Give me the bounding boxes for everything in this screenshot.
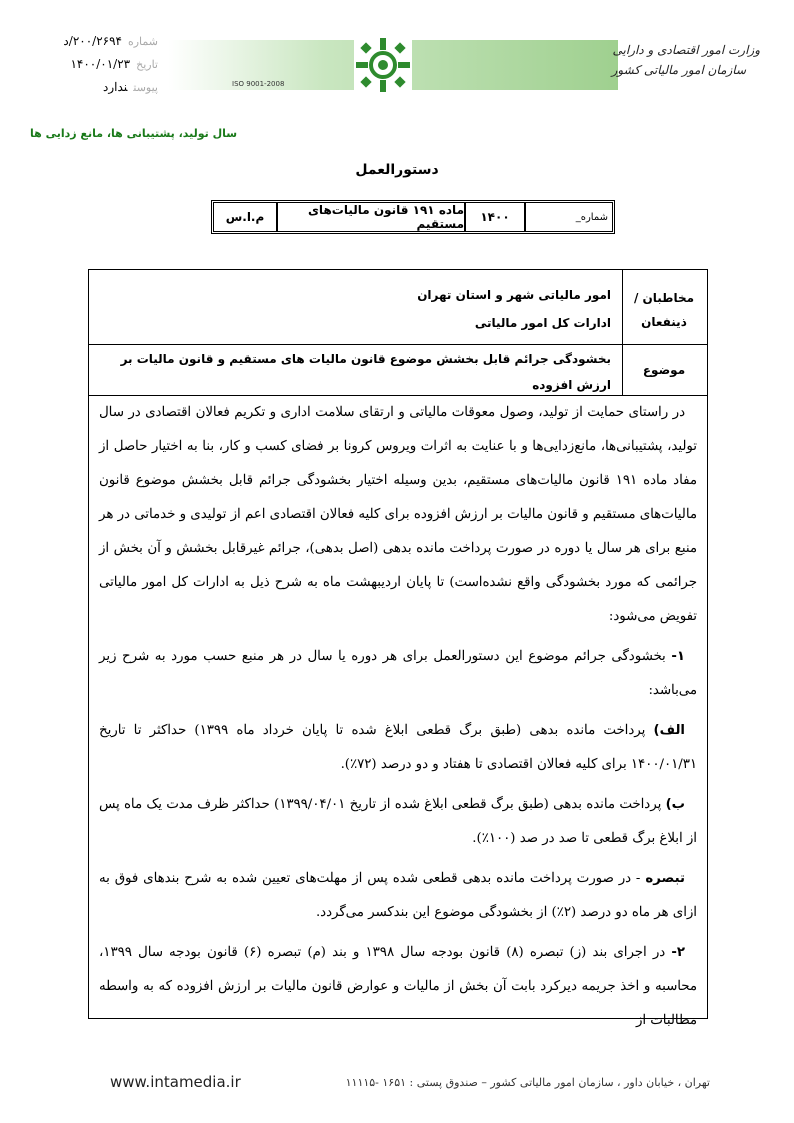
footer-website: www.intamedia.ir	[110, 1073, 241, 1091]
letter-meta	[18, 30, 158, 99]
article-cell: ماده ۱۹۱ قانون مالیات‌های مستقیم	[276, 203, 464, 231]
letter-date: ۱۴۰۰/۰۱/۲۳	[70, 57, 131, 71]
document-title: دستورالعمل	[355, 162, 439, 178]
item-a	[99, 714, 697, 782]
organization-line: سازمان امور مالیاتی کشور	[611, 63, 746, 77]
item-2	[99, 936, 697, 1038]
iso-label: ISO 9001-2008	[232, 80, 285, 88]
addressee-line-2: ادارات کل امور مالیاتی	[474, 316, 611, 330]
row-divider	[89, 344, 707, 345]
item-b-text: پرداخت مانده بدهی (طبق برگ قطعی ابلاغ شده از تاریخ ۱۳۹۹/۰۴/۰۱) حداکثر ظرف مدت یک ماه پس از ابلاغ برگ قطعی تا صد در صد (۱۰۰٪).	[99, 797, 697, 846]
letter-number: ۲۰۰/۲۶۹۴/د	[63, 34, 122, 48]
item-2-number: ۲-	[671, 945, 686, 960]
item-a-label: الف)	[653, 723, 685, 738]
item-a-text: پرداخت مانده بدهی (طبق برگ قطعی ابلاغ شده تا پایان خرداد ماه ۱۳۹۹) حداکثر تا تاریخ ۱۴۰۰/۰۱/۳۱ برای کلیه فعالان اقتصادی تا هفتاد و دو درصد (۷۲٪).	[99, 723, 697, 772]
item-b	[99, 788, 697, 856]
addressee-line-1: امور مالیاتی شهر و استان تهران	[417, 288, 611, 302]
note	[99, 862, 697, 930]
item-1	[99, 640, 697, 708]
attachment-label: پیوست	[133, 81, 158, 94]
item-2-text: در اجرای بند (ز) تبصره (۸) قانون بودجه سال ۱۳۹۸ و بند (م) تبصره (۶) قانون بودجه سال ۱۳۹۹، محاسبه و اخذ جریمه دیرکرد بابت آن بخش از مالیات و عوارض قانون مالیات بر ارزش افزوده که به واسطه مطالبات از	[99, 945, 697, 1028]
ministry-name	[590, 40, 760, 80]
ministry-line: وزارت امور اقتصادی و دارایی	[612, 43, 760, 57]
item-b-label: ب)	[665, 797, 686, 812]
footer-address: تهران ، خیابان داور ، سازمان امور مالیاتی کشور – صندوق پستی : ۱۶۵۱ -۱۱۱۱۵	[345, 1076, 710, 1089]
subject-label: موضوع	[642, 363, 686, 377]
subject-text: بخشودگی جرائم قابل بخشش موضوع قانون مالیات های مستقیم و قانون مالیات بر ارزش افزوده	[120, 352, 611, 392]
letter-attachment: ندارد	[102, 80, 128, 94]
addressee-label: مخاطبان / ذینفعان	[633, 291, 695, 329]
tax-emblem-icon	[354, 36, 412, 94]
directive-body-table	[88, 269, 708, 1028]
intro-paragraph: در راستای حمایت از تولید، وصول معوقات مالیاتی و ارتقای سلامت اداری و تکریم فعالان اقتصادی در سال تولید، پشتیبانی‌ها، مانع‌زدایی‌ها و با عنایت به اثرات ویروس کرونا بر فضای کسب و کار، بنا به اختیار حاصل از مفاد ماده ۱۹۱ قانون مالیات‌های مستقیم، بدین وسیله اختیار بخشودگی جرائم قابل بخشش موضوع قانون مالیات‌های مستقیم و قانون مالیات بر ارزش افزوده برای کلیه فعالان اقتصادی اعم از تولیدی و خدماتی در هر منبع برای هر سال یا دوره در صورت پرداخت مانده بدهی (اصل بدهی)، جرائم غیرقابل بخشش و آن بخش از جرائمی که مورد بخشودگی واقع نشده‌است) تا پایان اردیبهشت ماه به شرح ذیل به ادارات کل امور مالیاتی تفویض می‌شود:	[99, 405, 697, 624]
directive-number-table	[211, 200, 615, 234]
item-1-number: ۱-	[671, 649, 685, 664]
number-cell: شماره_	[524, 203, 612, 231]
year-slogan: سال تولید، پشتیبانی ها، مانع زدایی ها	[30, 127, 238, 140]
number-label: شماره	[127, 35, 158, 48]
directive-text	[99, 396, 697, 1044]
date-label: تاریخ	[136, 58, 158, 71]
year-cell: ۱۴۰۰	[464, 203, 524, 231]
note-text: - در صورت پرداخت مانده بدهی قطعی شده پس از مهلت‌های تعیین شده به شرح بندهای فوق به ازای هر ماه دو درصد (۲٪) از بخشودگی موضوع این بندکسر می‌گردد.	[99, 871, 697, 920]
item-1-text: بخشودگی جرائم موضوع این دستورالعمل برای هر دوره یا سال در هر منبع حسب مورد به شرح زیر می‌باشد:	[99, 649, 697, 698]
code-cell: م.ا.س	[225, 210, 265, 224]
note-label: تبصره	[645, 871, 685, 886]
